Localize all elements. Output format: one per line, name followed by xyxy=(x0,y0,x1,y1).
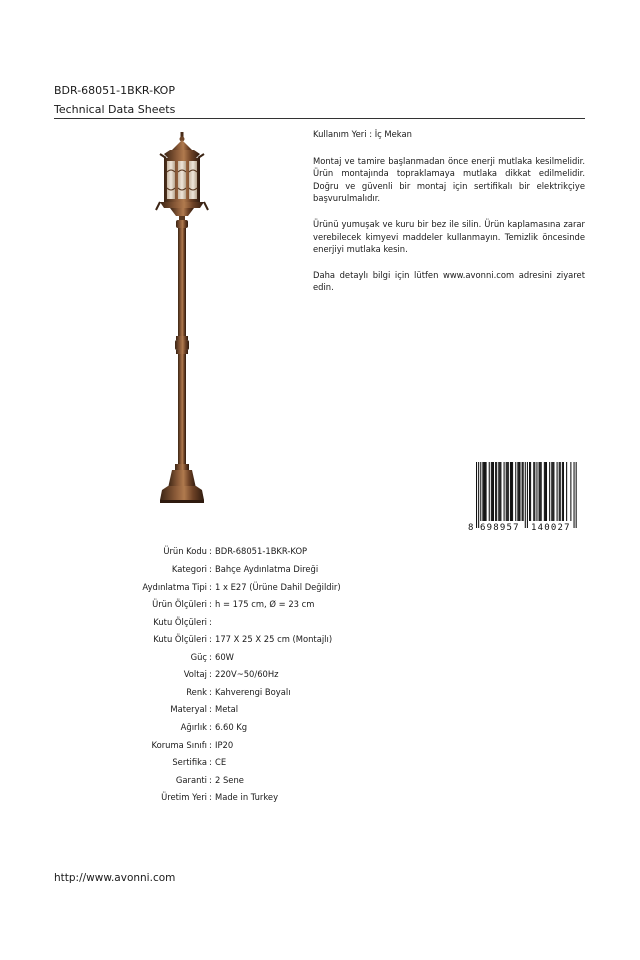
spec-row: Ağırlık : 6.60 Kg xyxy=(180,722,248,732)
barcode-bar xyxy=(533,462,534,521)
spec-label: Üretim Yeri xyxy=(161,792,207,802)
spec-row: Koruma Sınıfı : IP20 xyxy=(151,740,234,750)
barcode-bar xyxy=(519,462,520,521)
barcode-bar xyxy=(546,462,547,521)
spec-label: Voltaj xyxy=(183,669,207,679)
spec-label: Kutu Ölçüleri xyxy=(153,634,207,644)
spec-label: Kutu Ölçüleri xyxy=(153,617,207,627)
barcode-bar xyxy=(486,462,487,521)
barcode-bar xyxy=(510,462,511,521)
barcode-group-1: 698957 xyxy=(480,523,520,532)
barcode-bar xyxy=(478,462,479,528)
spec-value: 177 X 25 X 25 cm (Montajlı) xyxy=(215,634,333,644)
spec-row: Kutu Ölçüleri : xyxy=(153,617,212,627)
spec-value: 1 x E27 (Ürüne Dahil Değildir) xyxy=(215,582,341,592)
barcode-bar xyxy=(544,462,545,521)
spec-row: Güç : 60W xyxy=(190,652,234,662)
lamp-post-image xyxy=(150,132,214,508)
barcode-bar xyxy=(559,462,560,521)
barcode-bar xyxy=(522,462,523,521)
barcode-bar xyxy=(506,462,507,521)
spec-label: Sertifika xyxy=(172,757,207,767)
spec-row: Garanti : 2 Sene xyxy=(175,775,244,785)
barcode-bar xyxy=(517,462,518,521)
spec-value: Metal xyxy=(215,704,239,714)
barcode-bar xyxy=(480,462,481,521)
barcode xyxy=(468,462,584,532)
barcode-bar xyxy=(492,462,493,521)
spec-label: Garanti xyxy=(175,775,207,785)
barcode-first-digit: 8 xyxy=(468,523,474,532)
spec-label: Renk xyxy=(186,687,207,697)
spec-value: 220V~50/60Hz xyxy=(215,669,279,679)
barcode-bar xyxy=(536,462,537,521)
barcode-bar xyxy=(566,462,567,521)
spec-row: Voltaj : 220V~50/60Hz xyxy=(183,669,279,679)
header-divider xyxy=(54,118,585,119)
spec-label: Koruma Sınıfı xyxy=(151,740,207,750)
barcode-bar xyxy=(491,462,492,521)
spec-value: h = 175 cm, Ø = 23 cm xyxy=(215,599,315,609)
barcode-bar xyxy=(551,462,552,521)
barcode-bar xyxy=(557,462,558,521)
spec-value: 6.60 Kg xyxy=(215,722,248,732)
barcode-bar xyxy=(511,462,512,521)
spec-value: CE xyxy=(215,757,227,767)
document-subtitle: Technical Data Sheets xyxy=(54,103,176,116)
barcode-bar xyxy=(530,462,531,521)
barcode-bar xyxy=(484,462,485,521)
barcode-bar xyxy=(562,462,563,521)
spec-value: 60W xyxy=(215,652,234,662)
barcode-bar xyxy=(518,462,519,521)
spec-row: Aydınlatma Tipi : 1 x E27 (Ürüne Dahil Değildir) xyxy=(142,582,341,592)
barcode-bar xyxy=(504,462,505,521)
barcode-bar xyxy=(495,462,496,521)
installation-warning: Montaj ve tamire başlanmadan önce enerji mutlaka kesilmelidir. Ürün montajında topraklamaya mutlaka dikkat edilmelidir. Doğru ve güvenli bir montaj için sertifikalı bir elektrikçiye başvurulmalıdır. xyxy=(313,155,585,204)
spec-label: Ürün Ölçüleri xyxy=(152,599,207,609)
barcode-bar xyxy=(482,462,483,521)
spec-value: IP20 xyxy=(215,740,234,750)
barcode-bar xyxy=(507,462,508,521)
website-link[interactable]: http://www.avonni.com xyxy=(54,872,176,884)
barcode-bar xyxy=(500,462,501,521)
spec-label: Ağırlık xyxy=(180,722,207,732)
barcode-bar xyxy=(534,462,535,521)
barcode-bar xyxy=(483,462,484,521)
barcode-bar xyxy=(545,462,546,521)
barcode-bar xyxy=(525,462,526,528)
barcode-bar xyxy=(539,462,540,521)
barcode-bar xyxy=(527,462,528,528)
barcode-bar xyxy=(499,462,500,521)
spec-row: Ürün Ölçüleri : h = 175 cm, Ø = 23 cm xyxy=(152,599,315,609)
spec-row: Renk : Kahverengi Boyalı xyxy=(186,687,291,697)
spec-value: 2 Sene xyxy=(215,775,244,785)
spec-label: Güç xyxy=(190,652,207,662)
barcode-bar xyxy=(508,462,509,521)
spec-row: Üretim Yeri : Made in Turkey xyxy=(161,792,279,802)
spec-row: Sertifika : CE xyxy=(172,757,227,767)
barcode-bar xyxy=(523,462,524,521)
spec-value: Made in Turkey xyxy=(215,792,279,802)
barcode-bar xyxy=(549,462,550,521)
product-code-header: BDR-68051-1BKR-KOP xyxy=(54,84,175,97)
barcode-bar xyxy=(560,462,561,521)
usage-location: Kullanım Yeri : İç Mekan xyxy=(313,129,412,139)
spec-label: Materyal xyxy=(170,704,207,714)
spec-row: Kutu Ölçüleri : 177 X 25 X 25 cm (Montajlı) xyxy=(153,634,333,644)
barcode-bar xyxy=(552,462,553,521)
barcode-bar xyxy=(512,462,513,521)
spec-row: Kategori : Bahçe Aydınlatma Direği xyxy=(171,564,319,574)
barcode-bar xyxy=(563,462,564,521)
barcode-bar xyxy=(515,462,516,521)
spec-value: BDR-68051-1BKR-KOP xyxy=(215,546,308,556)
info-section xyxy=(313,128,585,307)
barcode-bar xyxy=(576,462,577,528)
spec-value: Bahçe Aydınlatma Direği xyxy=(215,564,319,574)
spec-label: Ürün Kodu xyxy=(163,546,207,556)
barcode-bar xyxy=(529,462,530,521)
barcode-bar xyxy=(476,462,477,528)
barcode-bar xyxy=(574,462,575,528)
more-info-note: Daha detaylı bilgi için lütfen www.avonni.com adresini ziyaret edin. xyxy=(313,269,585,293)
barcode-bar xyxy=(540,462,541,521)
barcode-bar xyxy=(489,462,490,521)
spec-value: Kahverengi Boyalı xyxy=(215,687,291,697)
spec-row: Ürün Kodu : BDR-68051-1BKR-KOP xyxy=(163,546,308,556)
cleaning-instructions: Ürünü yumuşak ve kuru bir bez ile silin. Ürün kaplamasına zarar verebilecek kimyevi maddeler kullanmayın. Temizlik öncesinde enerjiyi mutlaka kesin. xyxy=(313,218,585,255)
spec-label: Aydınlatma Tipi xyxy=(142,582,207,592)
barcode-bar xyxy=(493,462,494,521)
barcode-bar xyxy=(570,462,571,521)
spec-label: Kategori xyxy=(171,564,207,574)
barcode-group-2: 140027 xyxy=(531,523,571,532)
barcode-bar xyxy=(498,462,499,521)
barcode-bar xyxy=(496,462,497,521)
spec-row: Materyal : Metal xyxy=(170,704,239,714)
barcode-bar xyxy=(541,462,542,521)
barcode-bar xyxy=(553,462,554,521)
